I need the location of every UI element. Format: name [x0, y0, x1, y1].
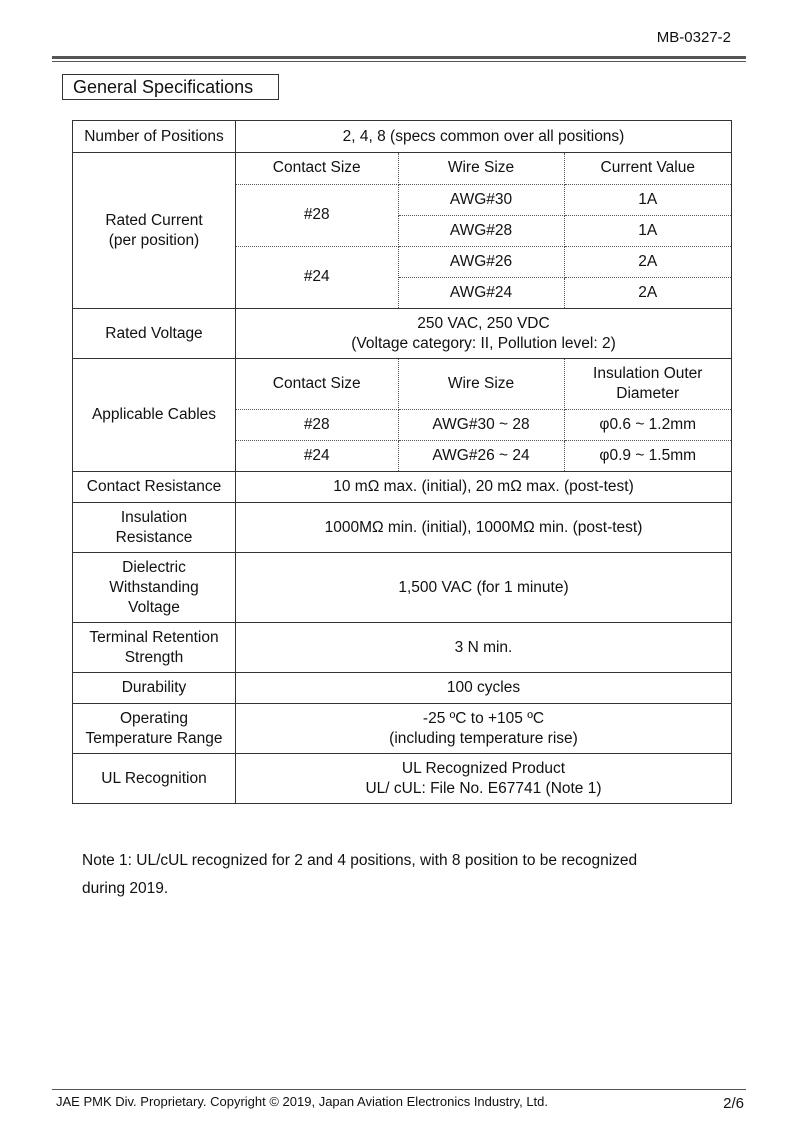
contact-resistance-label: Contact Resistance	[73, 472, 236, 503]
header-rule-thin	[52, 61, 746, 62]
section-title: General Specifications	[62, 74, 279, 100]
dielectric-label-line3: Voltage	[128, 598, 180, 616]
temperature-line1: -25 ºC to +105 ºC	[422, 709, 545, 727]
dielectric-value: 1,500 VAC (for 1 minute)	[236, 553, 732, 623]
specifications-table	[72, 120, 732, 804]
header-insulation-diameter-line2: Diameter	[616, 384, 680, 402]
row-temperature	[73, 704, 732, 754]
row-insulation-resistance	[73, 503, 732, 553]
row-contact-resistance	[73, 472, 732, 503]
contact-size-cell: #24	[236, 440, 398, 471]
table-row	[236, 246, 731, 277]
applicable-cables-label: Applicable Cables	[73, 359, 236, 472]
contact-size-cell: #28	[236, 409, 398, 440]
row-retention	[73, 623, 732, 673]
retention-label-line2: Strength	[124, 648, 184, 666]
rated-current-label	[73, 153, 236, 309]
retention-label-line1: Terminal Retention	[89, 628, 219, 646]
wire-size-cell: AWG#26	[398, 246, 564, 277]
applicable-cables-table	[236, 359, 731, 471]
page-number: 2/6	[723, 1095, 744, 1112]
ul-label: UL Recognition	[73, 754, 236, 804]
rated-current-label-line2: (per position)	[108, 231, 200, 249]
header-insulation-diameter-line1: Insulation Outer	[593, 364, 703, 382]
row-applicable-cables	[73, 359, 732, 472]
temperature-label-line1: Operating	[119, 709, 189, 727]
row-rated-current	[73, 153, 732, 309]
temperature-line2: (including temperature rise)	[389, 729, 578, 747]
note-line2: during 2019.	[82, 880, 169, 897]
header-insulation-diameter	[564, 359, 731, 409]
current-value-cell: 2A	[638, 283, 658, 301]
diameter-cell: φ0.9 ~ 1.5mm	[599, 446, 697, 464]
rated-voltage-label: Rated Voltage	[73, 309, 236, 359]
ul-line1: UL Recognized Product	[401, 759, 566, 777]
insulation-resistance-label-line1: Insulation	[120, 508, 188, 526]
note-line1: Note 1: UL/cUL recognized for 2 and 4 positions, with 8 position to be recognized	[82, 852, 638, 869]
document-id: MB-0327-2	[656, 29, 731, 46]
wire-size-cell: AWG#26 ~ 24	[398, 440, 564, 471]
table-row	[236, 184, 731, 215]
footer-rule	[52, 1089, 746, 1090]
table-row	[236, 409, 731, 440]
rated-voltage-line1: 250 VAC, 250 VDC	[417, 314, 550, 332]
positions-value: 2, 4, 8 (specs common over all positions)	[236, 121, 732, 153]
wire-size-cell: AWG#30 ~ 28	[398, 409, 564, 440]
row-number-of-positions	[73, 121, 732, 153]
rated-current-header-row	[236, 153, 731, 184]
header-contact-size: Contact Size	[236, 359, 398, 409]
positions-label: Number of Positions	[73, 121, 236, 153]
wire-size-cell: AWG#28	[398, 215, 564, 246]
rated-voltage-line2: (Voltage category: II, Pollution level: 2)	[351, 334, 616, 352]
header-wire-size: Wire Size	[398, 359, 564, 409]
durability-value: 100 cycles	[236, 673, 732, 704]
dielectric-label-line2: Withstanding	[109, 578, 199, 596]
insulation-resistance-value: 1000MΩ min. (initial), 1000MΩ min. (post-test)	[236, 503, 732, 553]
applicable-cables-header-row	[236, 359, 731, 409]
diameter-cell: φ0.6 ~ 1.2mm	[564, 409, 731, 440]
temperature-label	[73, 704, 236, 754]
header-rule-thick	[52, 56, 746, 59]
footer-copyright: JAE PMK Div. Proprietary. Copyright © 2019, Japan Aviation Electronics Industry, Ltd.	[56, 1094, 549, 1109]
dielectric-label	[73, 553, 236, 623]
wire-size-cell: AWG#30	[398, 184, 564, 215]
row-dielectric	[73, 553, 732, 623]
retention-label	[73, 623, 236, 673]
rated-voltage-value	[236, 309, 732, 359]
applicable-cables-table-cell	[236, 359, 732, 472]
header-wire-size: Wire Size	[398, 153, 564, 184]
header-contact-size: Contact Size	[236, 153, 398, 184]
current-value-cell: 2A	[564, 246, 731, 277]
durability-label: Durability	[73, 673, 236, 704]
note	[82, 847, 722, 903]
contact-size-cell: #24	[236, 246, 398, 308]
temperature-label-line2: Temperature Range	[85, 729, 223, 747]
insulation-resistance-label-line2: Resistance	[115, 528, 193, 546]
rated-current-table	[236, 153, 731, 308]
current-value-cell: 1A	[564, 184, 731, 215]
rated-current-table-cell	[236, 153, 732, 309]
rated-current-label-line1: Rated Current	[105, 211, 203, 229]
ul-value	[236, 754, 732, 804]
dielectric-label-line1: Dielectric	[122, 558, 186, 576]
ul-line2: UL/ cUL: File No. E67741 (Note 1)	[365, 779, 602, 797]
contact-resistance-value: 10 mΩ max. (initial), 20 mΩ max. (post-test)	[236, 472, 732, 503]
contact-size-cell: #28	[236, 184, 398, 246]
retention-value: 3 N min.	[236, 623, 732, 673]
row-rated-voltage	[73, 309, 732, 359]
row-ul-recognition	[73, 754, 732, 804]
insulation-resistance-label	[73, 503, 236, 553]
table-row	[236, 440, 731, 471]
wire-size-cell: AWG#24	[398, 277, 564, 308]
header-current-value: Current Value	[564, 153, 731, 184]
temperature-value	[236, 704, 732, 754]
row-durability	[73, 673, 732, 704]
current-value-cell: 1A	[564, 215, 731, 246]
